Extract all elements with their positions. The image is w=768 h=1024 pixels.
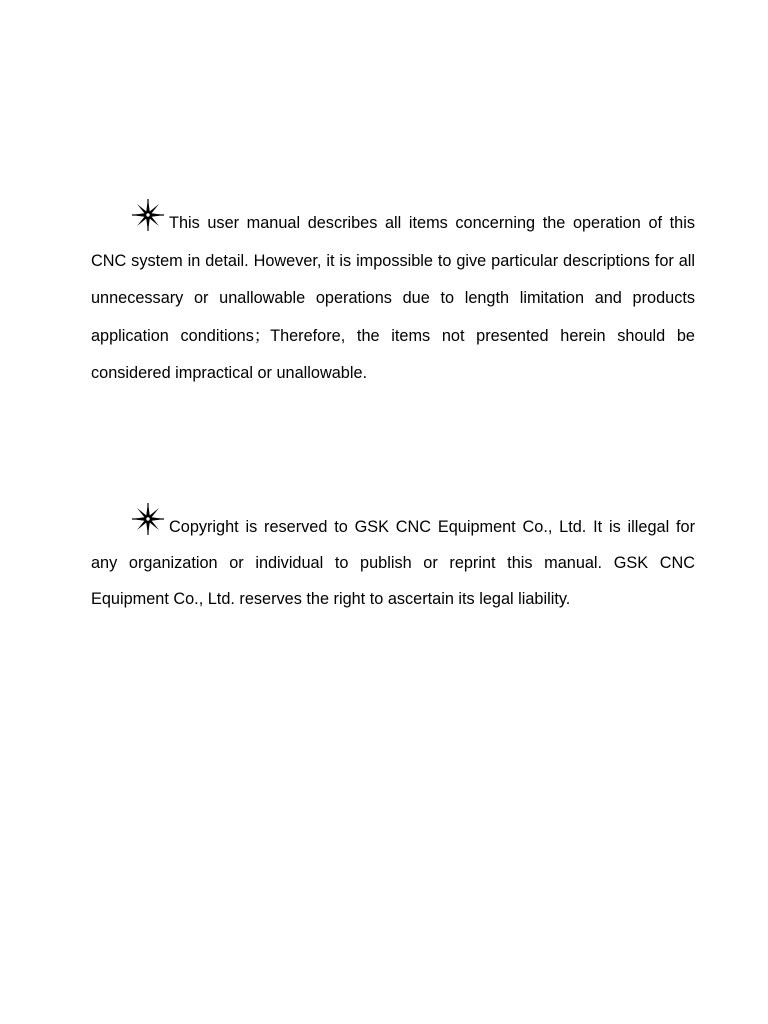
disclaimer-text: This user manual describes all items concerning the operation of this CNC system in detail. However, it is impossible to give particular descriptions for all unnecessary or unallowable operations due to length limitation and products application conditions；Therefore, the items not presented herein should be considered impractical or unallowable. — [91, 214, 695, 383]
compass-star-icon — [131, 502, 165, 536]
copyright-text: Copyright is reserved to GSK CNC Equipment Co., Ltd. It is illegal for any organization or individual to publish or reprint this manual. GSK CNC Equipment Co., Ltd. reserves the right to ascertain its legal liability. — [91, 518, 695, 608]
copyright-paragraph — [91, 502, 695, 617]
disclaimer-paragraph — [91, 198, 695, 393]
compass-star-icon — [131, 198, 165, 232]
